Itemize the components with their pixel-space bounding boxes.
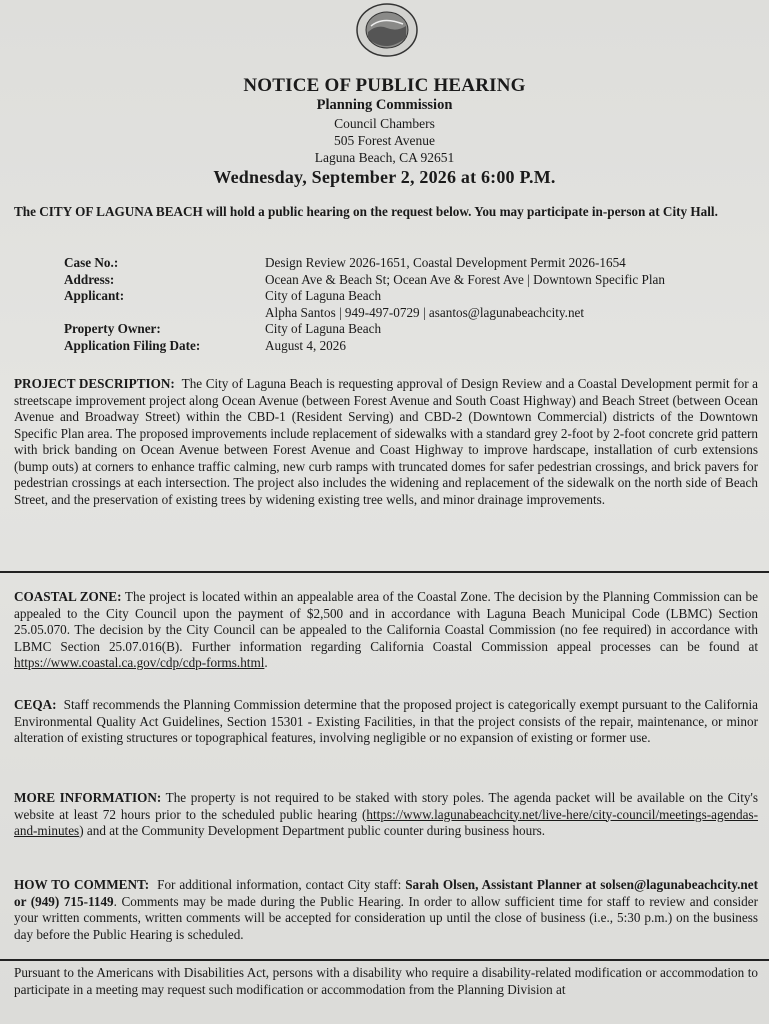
case-row-owner [64,321,745,338]
how-to-comment-text: For additional information, contact City staff: [157,877,406,892]
city-seal-icon [355,2,419,58]
location-line-3: Laguna Beach, CA 92651 [314,150,455,165]
applicant-label: Applicant: [64,288,125,303]
coastal-zone-heading: COASTAL ZONE: [14,589,122,604]
intro-statement: The CITY OF LAGUNA BEACH will hold a public hearing on the request below. You may participate in-person at City Hall. [14,204,718,219]
location-line-1: Council Chambers [334,116,435,131]
more-information-text: The property is not required to be staked with story poles. The agenda packet will be available on the City's website at least 72 hours prior to the scheduled public hearing ( [14,790,759,822]
how-to-comment-section: HOW TO COMMENT: For additional information, contact City staff: Sarah Olsen, Assistant Planner at solsen@lagunabeachcity.net or (949) 715-1149. Comments may be made during the Public Hearing. In order to allow sufficient time for staff to review and consider your written comments, written comments will be accepted for consideration up until the close of business (i.e., 5:30 p.m.) on the business day before the Public Hearing is scheduled. [14,877,758,942]
ceqa-text: Staff recommends the Planning Commission determine that the proposed project is categorically exempt pursuant to the California Environmental Quality Act Guidelines, Section 15301 - Existing Facilities, in that the project consists of the repair, maintenance, or minor alteration of existing structures or topographical features, involving negligible or no expansion of existing or former use. [14,697,758,745]
ceqa-section [14,697,758,747]
case-no-label: Case No.: [64,255,119,270]
owner-label: Property Owner: [64,321,161,336]
commission-name: Planning Commission [316,97,453,113]
project-description [14,376,758,508]
agendas-link[interactable]: https://www.lagunabeachcity.net/live-here/city-council/meetings-agendas-and-minutes [14,806,758,838]
case-no-value: Design Review 2026-1651, Coastal Development Permit 2026-1654 [265,255,626,270]
case-row-address [64,272,745,289]
more-information-section: MORE INFORMATION: The property is not required to be staked with story poles. The agenda packet will be available on the City's website at least 72 hours prior to the scheduled public hearing (https://www.lagunabeachcity.net/live-here/city-council/meetings-agendas-and-minutes) and at the Community Development Department public counter during business hours. [14,790,759,838]
project-description-text: The City of Laguna Beach is requesting approval of Design Review and a Coastal Development permit for a streetscape improvement project along Ocean Avenue (between Forest Avenue and South Coast Highway) and Beach Street (between Ocean Avenue and Broadway Street) within the CBD-1 (Resident Serving) and CBD-2 (Downtown Commercial) districts of the Downtown Specific Plan area. The proposed improvements include replacement of sidewalks with a standard grey 2-foot by 2-foot concrete grid pattern with brick banding on Ocean Avenue between Forest Avenue and Coast Highway to improve hardscape, installation of curb extensions (bump outs) at corners to enhance traffic calming, new curb ramps with truncated domes for safer pedestrian crossings, and brick pavers for pedestrian crossings at each intersection. The project also includes the widening and replacement of the sidewalk on the north side of Beach Street, and the preservation of existing trees by widening existing tree wells, and minor drainage improvements. [14,376,759,507]
filing-date-value: August 4, 2026 [265,337,346,353]
hearing-date-time: Wednesday, September 2, 2026 at 6:00 P.M. [213,167,556,187]
location-line-2: 505 Forest Avenue [334,133,435,148]
applicant-value: City of Laguna Beach [265,288,382,303]
address-value: Ocean Ave & Beach St; Ocean Ave & Forest Ave | Downtown Specific Plan [265,271,665,287]
how-to-comment-heading: HOW TO COMMENT: [14,877,150,892]
case-row-applicant-contact [64,305,745,322]
case-row-case-no [64,255,745,272]
owner-value: City of Laguna Beach [265,321,382,336]
coastal-zone-text: The project is located within an appealable area of the Coastal Zone. The decision by the Planning Commission can be appealed to the City Council upon the payment of $2,500 and in accordance with Laguna Beach Municipal Code (LBMC) Section 25.05.070. The decision by the City Council can be appealed to the California Coastal Commission (no fee required) in accordance with LBMC Section 25.07.016(B). Further information regarding California Coastal Commission appeal processes can be found at [14,589,758,654]
filing-date-label: Application Filing Date: [64,337,201,353]
coastal-zone-section: COASTAL ZONE: The project is located within an appealable area of the Coastal Zone. The decision by the Planning Commission can be appealed to the City Council upon the payment of $2,500 and in accordance with Laguna Beach Municipal Code (LBMC) Section 25.05.070. The decision by the City Council can be appealed to the California Coastal Commission (no fee required) in accordance with LBMC Section 25.07.016(B). Further information regarding California Coastal Commission appeal processes can be found at https://www.coastal.ca.gov/cdp/cdp-forms.html. [14,589,758,670]
notice-title: NOTICE OF PUBLIC HEARING [243,75,526,96]
case-row-applicant [64,288,745,305]
staff-contact: Sarah Olsen, Assistant Planner at solsen@lagunabeachcity.net or (949) 715-1149 [14,877,758,909]
section-divider [0,571,769,573]
case-details-table [64,255,745,354]
coastal-forms-link[interactable]: https://www.coastal.ca.gov/cdp/cdp-forms.html [14,655,265,670]
applicant-contact: Alpha Santos | 949-497-0729 | asantos@lagunabeachcity.net [265,304,585,320]
section-divider-2 [0,959,769,961]
more-information-heading: MORE INFORMATION: [14,790,162,805]
ceqa-heading: CEQA: [14,697,57,712]
address-label: Address: [64,271,115,287]
ada-notice: Pursuant to the Americans with Disabilities Act, persons with a disability who require a disability-related modification or accommodation to participate in a meeting may request such modification or accommodation from the Planning Division at [14,965,758,997]
case-row-filing-date [64,338,745,355]
project-description-heading: PROJECT DESCRIPTION: [14,376,175,391]
